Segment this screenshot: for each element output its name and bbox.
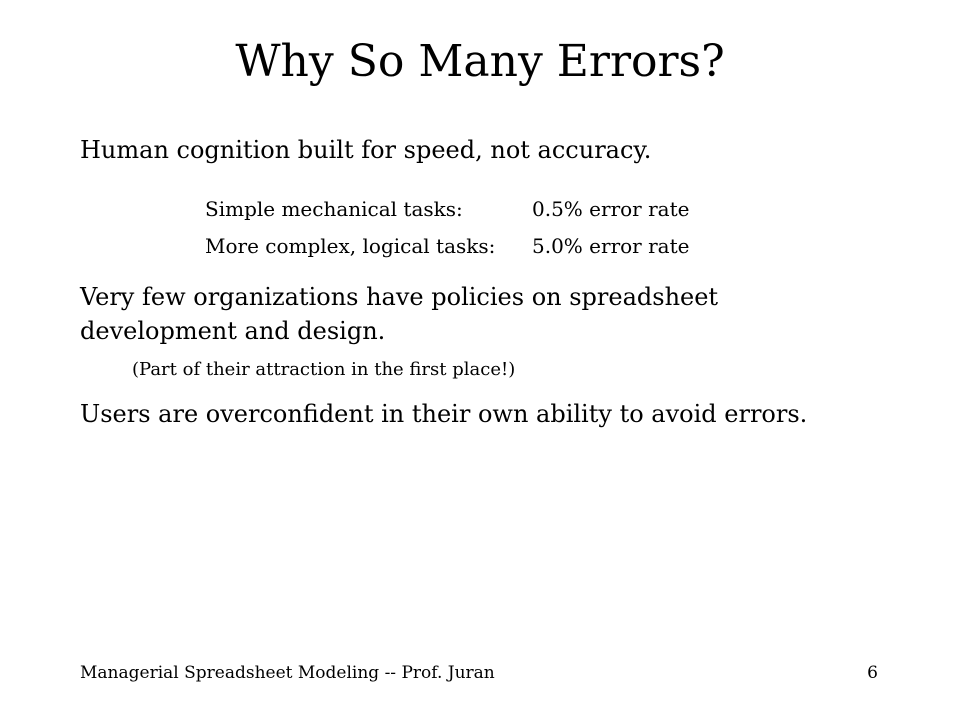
error-rate-row-complex: [205, 228, 689, 265]
task-label: More complex, logical tasks:: [205, 234, 496, 258]
error-rate-row-simple: [205, 191, 689, 228]
bullet-cognition: Human cognition built for speed, not accuracy.: [80, 136, 652, 164]
rate-value: 5.0% error rate: [532, 234, 690, 258]
bullet-overconfidence: Users are overconfident in their own ability to avoid errors.: [80, 400, 808, 428]
parenthetical-note: (Part of their attraction in the first place!): [132, 359, 516, 380]
error-rate-list: [205, 191, 689, 265]
task-label: Simple mechanical tasks:: [205, 197, 463, 221]
rate-value: 0.5% error rate: [532, 197, 690, 221]
bullet-policies: Very few organizations have policies on spreadsheet development and design.: [80, 283, 719, 345]
footer-text: Managerial Spreadsheet Modeling -- Prof. Juran: [80, 663, 495, 683]
page-number: 6: [867, 663, 878, 683]
slide-title: Why So Many Errors?: [235, 36, 725, 87]
